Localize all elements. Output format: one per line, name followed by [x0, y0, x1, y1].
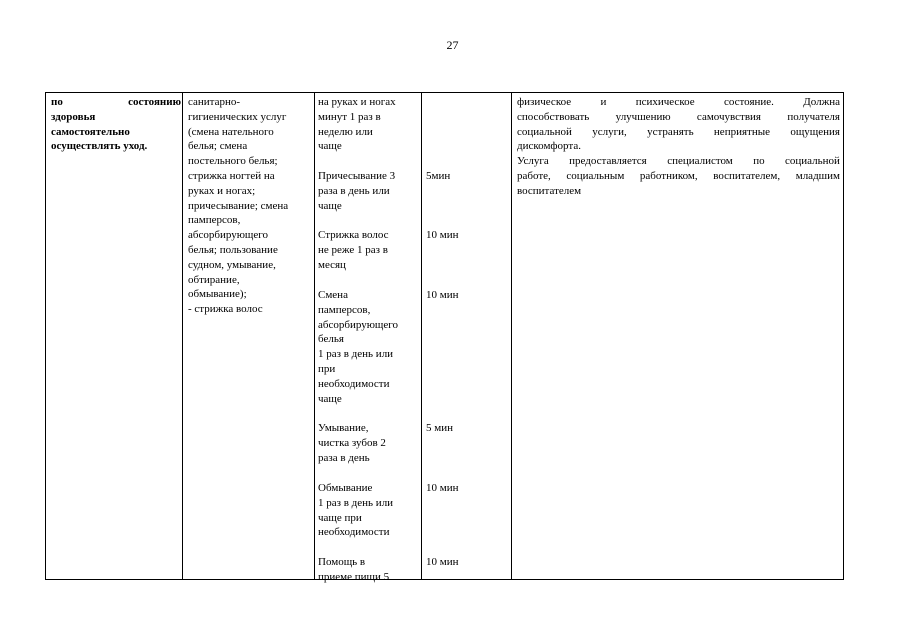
condition-line: самостоятельно — [51, 125, 130, 138]
frequency-line: абсорбирующего — [318, 318, 399, 331]
description-word: услуги, — [592, 125, 627, 138]
description-word: состояние. — [723, 96, 774, 108]
services-line: судном, умывание, — [188, 258, 276, 271]
description-line — [517, 110, 840, 125]
description-word: и — [600, 96, 607, 108]
services-line: постельного белья; — [188, 155, 278, 168]
condition-cell — [51, 95, 181, 154]
description-line: дискомфорта. — [517, 140, 581, 153]
frequency-line: приеме пищи 5 — [318, 570, 390, 583]
column-divider — [511, 93, 512, 579]
frequency-line: чаще — [318, 140, 342, 153]
frequency-line: Смена — [318, 289, 348, 301]
frequency-entry — [318, 95, 422, 154]
frequency-line: Умывание, — [318, 422, 369, 434]
services-table — [45, 92, 844, 583]
description-word: младшим — [795, 169, 840, 182]
description-word: предоставляется — [569, 155, 647, 168]
duration-value: 5 мин — [426, 422, 453, 434]
frequency-entry — [318, 555, 422, 585]
frequency-line: необходимости — [318, 377, 390, 390]
services-line: - стрижка волос — [188, 303, 263, 316]
frequency-entry — [318, 228, 422, 272]
description-word: по — [753, 155, 765, 168]
frequency-line: Помощь в — [318, 556, 366, 568]
services-line: санитарно- — [188, 96, 241, 108]
condition-word: состоянию — [128, 96, 181, 108]
description-word: способствовать — [517, 110, 590, 123]
description-word: социальным — [566, 169, 625, 182]
frequency-line: при — [318, 362, 336, 375]
description-cell — [517, 95, 840, 199]
frequency-entry — [318, 288, 422, 406]
condition-first-line — [51, 95, 181, 110]
description-paragraph — [517, 95, 840, 154]
services-line: белья; пользование — [188, 243, 278, 256]
frequency-line: чистка зубов 2 — [318, 436, 386, 449]
services-line: причесывание; смена — [188, 199, 289, 212]
services-line: стрижка ногтей на — [188, 169, 275, 182]
frequency-line: раза в день — [318, 451, 370, 464]
description-word: социальной — [517, 125, 572, 138]
frequency-line: памперсов, — [318, 303, 371, 316]
description-line: воспитателем — [517, 184, 582, 197]
frequency-line: месяц — [318, 258, 346, 271]
services-cell — [188, 95, 312, 317]
frequency-line: белья — [318, 333, 344, 346]
description-word: физическое — [517, 96, 572, 108]
duration-value: 10 мин — [426, 556, 459, 568]
condition-line: здоровья — [51, 110, 96, 123]
description-word: неприятные — [713, 125, 770, 138]
description-word: получателя — [787, 110, 840, 123]
frequency-line: неделю или — [318, 125, 373, 138]
description-word: самочувствия — [696, 110, 761, 123]
description-line — [517, 154, 840, 169]
frequency-line: Обмывание — [318, 482, 373, 494]
duration-value: 10 мин — [426, 229, 459, 241]
description-paragraph — [517, 154, 840, 198]
description-word: улучшению — [615, 110, 671, 123]
frequency-line: на руках и ногах — [318, 96, 396, 108]
frequency-line: раза в день или — [318, 184, 390, 197]
column-divider — [314, 93, 315, 579]
description-word: специалистом — [667, 155, 733, 168]
description-line — [517, 125, 840, 140]
frequency-line: 1 раз в день или — [318, 496, 394, 509]
frequency-entry — [318, 421, 422, 465]
frequency-line: не реже 1 раз в — [318, 243, 388, 256]
description-word: работником, — [639, 169, 698, 182]
frequency-line: Стрижка волос — [318, 229, 389, 241]
page-number: 27 — [446, 38, 459, 52]
services-line: обмывание); — [188, 288, 247, 301]
duration-value: 10 мин — [426, 482, 459, 494]
description-line — [517, 95, 840, 110]
frequency-line: 1 раз в день или — [318, 348, 394, 361]
services-line: абсорбирующего — [188, 229, 269, 242]
services-line: обтирание, — [188, 273, 240, 286]
services-line: (смена нательного — [188, 125, 274, 138]
description-word: работе, — [517, 169, 551, 182]
frequency-line: Причесывание 3 — [318, 170, 396, 182]
description-word: ощущения — [790, 125, 840, 138]
description-word: психическое — [635, 96, 695, 108]
condition-line: осуществлять уход. — [51, 140, 148, 153]
description-word: Услуга — [517, 155, 549, 168]
frequency-line: чаще — [318, 392, 342, 405]
services-line: гигиенических услуг — [188, 110, 287, 123]
description-line — [517, 169, 840, 184]
duration-value: 5мин — [426, 170, 451, 182]
description-word: социальной — [785, 155, 840, 168]
frequency-line: минут 1 раз в — [318, 110, 381, 123]
services-line: белья; смена — [188, 140, 248, 153]
frequency-line: чаще — [318, 199, 342, 212]
description-word: воспитателем, — [713, 169, 781, 182]
services-line: руках и ногах; — [188, 184, 256, 197]
frequency-line: чаще при — [318, 511, 362, 524]
description-word: Должна — [803, 96, 840, 108]
duration-value: 10 мин — [426, 289, 459, 301]
frequency-line: необходимости — [318, 526, 390, 539]
services-line: памперсов, — [188, 214, 241, 227]
frequency-entry — [318, 481, 422, 540]
condition-word: по — [51, 96, 63, 108]
column-divider — [182, 93, 183, 579]
description-word: устранять — [647, 125, 694, 138]
frequency-entry — [318, 169, 422, 213]
